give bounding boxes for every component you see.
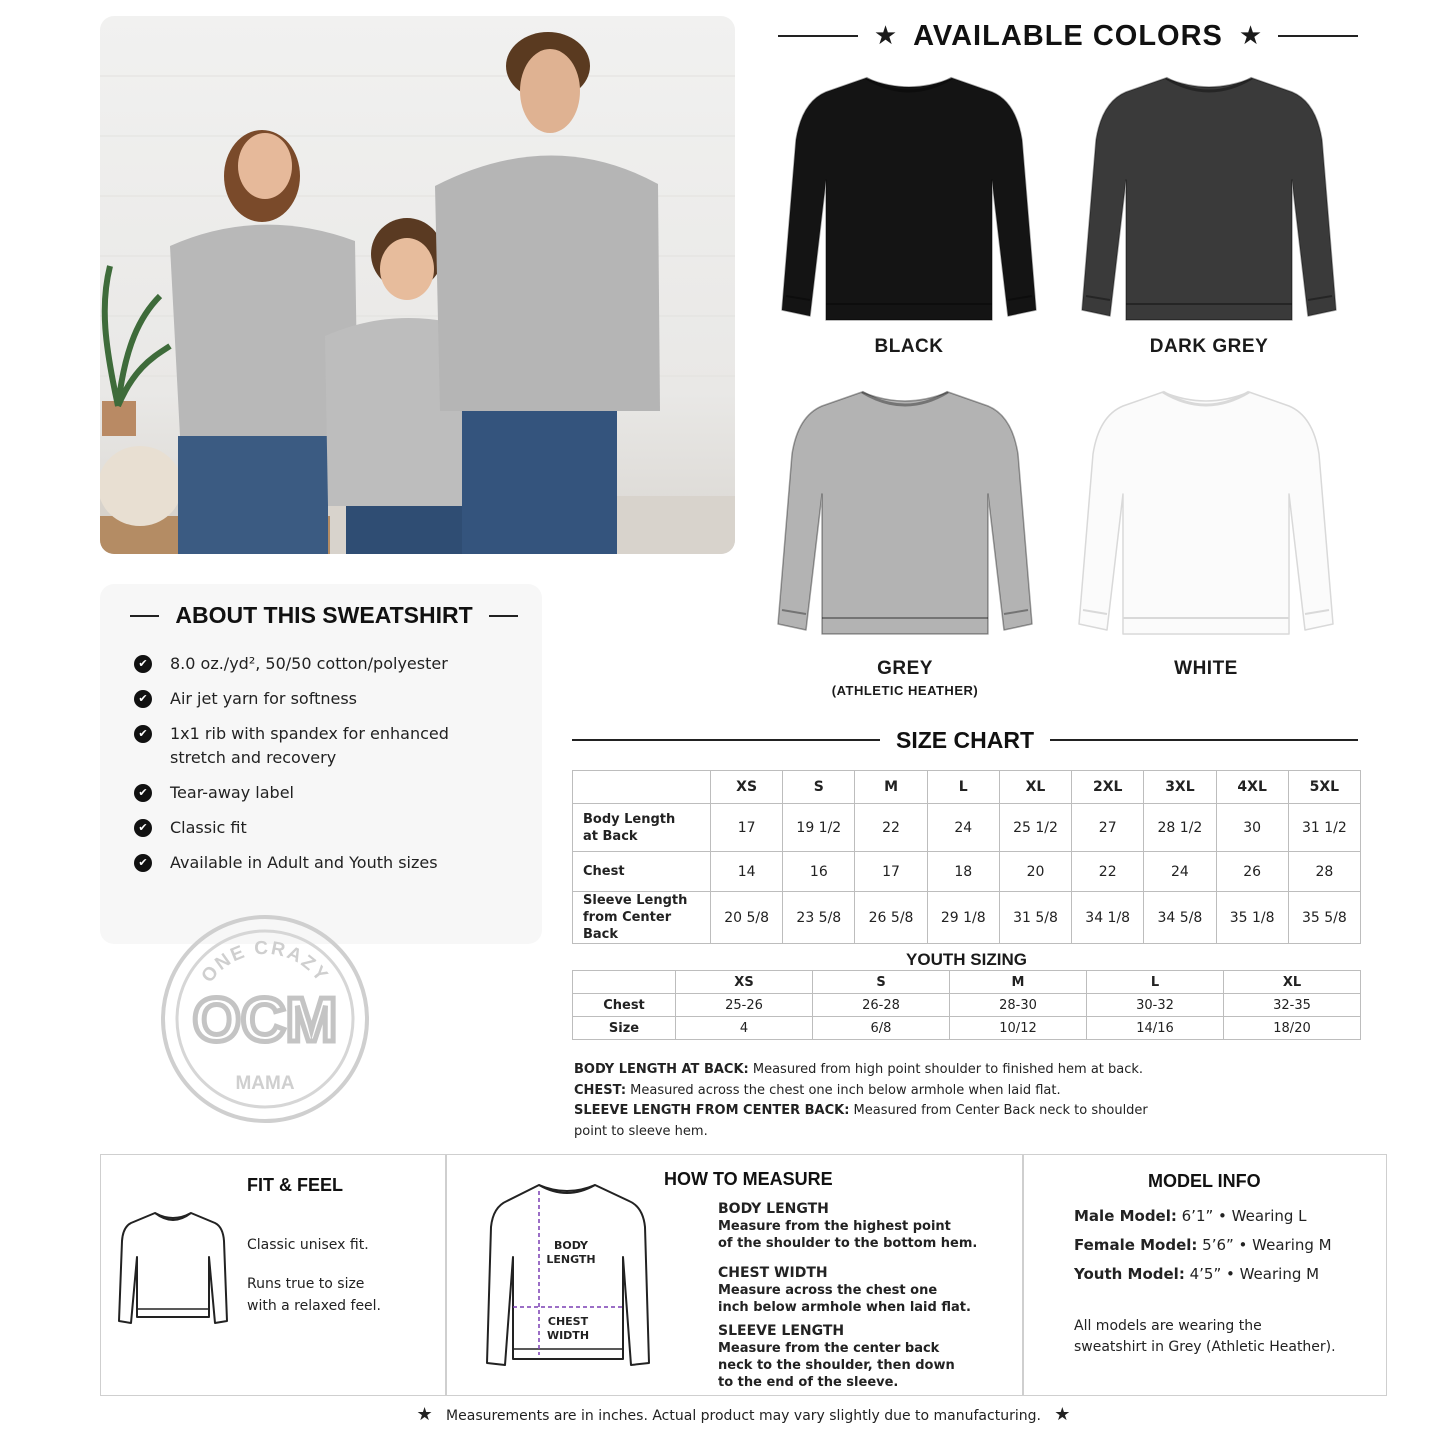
check-circle-icon: ✔ xyxy=(134,725,152,743)
check-circle-icon: ✔ xyxy=(134,854,152,872)
sweatshirt-outline-icon xyxy=(117,1207,229,1331)
about-sweatshirt-panel xyxy=(100,584,542,944)
table-cell: 34 1/8 xyxy=(1072,892,1144,944)
measure-step: CHEST WIDTH Measure across the chest one inch below armhole when laid flat. xyxy=(718,1265,971,1315)
size-col-header: 4XL xyxy=(1216,771,1288,804)
table-cell: 28 xyxy=(1288,852,1360,892)
family-photo-illustration xyxy=(100,16,735,554)
table-cell: 35 5/8 xyxy=(1288,892,1360,944)
measure-diagram-icon xyxy=(483,1179,653,1385)
color-swatch-dark-grey[interactable] xyxy=(1078,70,1340,358)
feature-text: 8.0 oz./yd², 50/50 cotton/polyester xyxy=(170,654,448,673)
logo-seal-icon xyxy=(160,914,370,1124)
header-rule-right xyxy=(1278,35,1358,37)
color-swatch-black[interactable] xyxy=(778,70,1040,358)
svg-text:OCM: OCM xyxy=(192,986,338,1055)
footer-text: Measurements are in inches. Actual product may vary slightly due to manufacturing. xyxy=(446,1408,1041,1424)
star-icon: ★ xyxy=(1238,21,1263,51)
table-row xyxy=(573,804,1361,852)
sweatshirt-black-icon xyxy=(778,70,1040,332)
color-name: WHITE xyxy=(1174,658,1238,679)
table-cell: 26-28 xyxy=(813,994,950,1017)
measure-step: SLEEVE LENGTH Measure from the center back neck to the shoulder, then down to the end of the sleeve. xyxy=(718,1323,955,1390)
how-to-measure-title: HOW TO MEASURE xyxy=(664,1169,833,1189)
table-cell: 35 1/8 xyxy=(1216,892,1288,944)
size-col-header: S xyxy=(813,971,950,994)
size-chart-table xyxy=(572,770,1361,944)
header-rule-left xyxy=(572,739,880,741)
corner-cell xyxy=(573,771,711,804)
row-label: Sleeve Length from Center Back xyxy=(573,892,711,944)
table-cell: 29 1/8 xyxy=(927,892,999,944)
footer-note xyxy=(100,1404,1387,1425)
youth-sizing-title: YOUTH SIZING xyxy=(906,950,1027,969)
color-swatch-grey[interactable] xyxy=(774,380,1036,698)
column-divider xyxy=(445,1155,447,1395)
size-col-header: L xyxy=(1087,971,1224,994)
star-icon: ★ xyxy=(1054,1404,1071,1425)
one-crazy-mama-logo xyxy=(160,914,370,1124)
table-cell: 23 5/8 xyxy=(783,892,855,944)
color-name: DARK GREY xyxy=(1149,336,1269,357)
table-row xyxy=(573,852,1361,892)
table-cell: 26 5/8 xyxy=(855,892,927,944)
table-cell: 24 xyxy=(927,804,999,852)
table-cell: 18 xyxy=(927,852,999,892)
table-cell: 6/8 xyxy=(813,1017,950,1040)
size-col-header: XS xyxy=(676,971,813,994)
feature-item xyxy=(134,781,514,805)
color-name: BLACK xyxy=(874,336,944,357)
note-line: BODY LENGTH AT BACK: Measured from high point shoulder to finished hem at back. xyxy=(574,1062,1144,1077)
size-col-header: 5XL xyxy=(1288,771,1360,804)
table-cell: 30 xyxy=(1216,804,1288,852)
table-row xyxy=(573,892,1361,944)
table-cell: 34 5/8 xyxy=(1144,892,1216,944)
note-line: CHEST: Measured across the chest one inch below armhole when laid flat. xyxy=(574,1082,1061,1098)
feature-text: Available in Adult and Youth sizes xyxy=(170,853,438,872)
size-col-header: 3XL xyxy=(1144,771,1216,804)
table-cell: 26 xyxy=(1216,852,1288,892)
feature-text: Classic fit xyxy=(170,818,247,837)
table-cell: 17 xyxy=(711,804,783,852)
table-cell: 28-30 xyxy=(950,994,1087,1017)
size-col-header: XS xyxy=(711,771,783,804)
model-note-2: sweatshirt in Grey (Athletic Heather). xyxy=(1074,1339,1336,1355)
table-row xyxy=(573,994,1361,1017)
table-cell: 4 xyxy=(676,1017,813,1040)
measure-step: BODY LENGTH Measure from the highest point of the shoulder to the bottom hem. xyxy=(718,1201,978,1251)
header-rule-right xyxy=(489,615,518,617)
header-rule-right xyxy=(1050,739,1358,741)
row-label: Chest xyxy=(573,994,676,1017)
model-row: Female Model: 5’6” • Wearing M xyxy=(1074,1236,1332,1254)
row-label: Size xyxy=(573,1017,676,1040)
size-col-header: 2XL xyxy=(1072,771,1144,804)
family-photo xyxy=(100,16,735,554)
youth-sizing-table xyxy=(572,970,1361,1040)
row-label: Chest xyxy=(573,852,711,892)
available-colors-title: AVAILABLE COLORS xyxy=(913,19,1223,52)
feature-item xyxy=(134,851,514,875)
feature-item xyxy=(134,722,514,770)
table-cell: 32-35 xyxy=(1224,994,1361,1017)
table-cell: 31 1/2 xyxy=(1288,804,1360,852)
youth-header-row xyxy=(573,971,1361,994)
model-row: Youth Model: 4’5” • Wearing M xyxy=(1074,1265,1320,1283)
table-cell: 19 1/2 xyxy=(783,804,855,852)
feature-text: Tear-away label xyxy=(170,783,294,802)
about-header xyxy=(130,602,518,629)
table-cell: 16 xyxy=(783,852,855,892)
size-col-header: S xyxy=(783,771,855,804)
info-panel xyxy=(100,1154,1387,1396)
diagram-body-label: BODY LENGTH xyxy=(546,1239,596,1266)
fit-text-3: with a relaxed feel. xyxy=(247,1298,382,1314)
sweatshirt-dark-grey-icon xyxy=(1078,70,1340,332)
size-header-row xyxy=(573,771,1361,804)
size-col-header: L xyxy=(927,771,999,804)
table-cell: 25-26 xyxy=(676,994,813,1017)
table-cell: 27 xyxy=(1072,804,1144,852)
star-icon: ★ xyxy=(416,1404,433,1425)
table-cell: 14 xyxy=(711,852,783,892)
feature-list xyxy=(134,652,514,886)
svg-text:MAMA: MAMA xyxy=(235,1073,295,1094)
sweatshirt-white-icon xyxy=(1075,380,1337,650)
table-row xyxy=(573,1017,1361,1040)
table-cell: 24 xyxy=(1144,852,1216,892)
table-cell: 31 5/8 xyxy=(999,892,1071,944)
size-col-header: M xyxy=(855,771,927,804)
table-cell: 22 xyxy=(1072,852,1144,892)
column-divider xyxy=(1022,1155,1024,1395)
diagram-chest-label: CHEST WIDTH xyxy=(546,1315,590,1342)
model-note-1: All models are wearing the xyxy=(1074,1318,1262,1334)
feature-text: 1x1 rib with spandex for enhanced stretch and recovery xyxy=(170,724,449,767)
feature-text: Air jet yarn for softness xyxy=(170,689,357,708)
check-circle-icon: ✔ xyxy=(134,655,152,673)
fit-text-1: Classic unisex fit. xyxy=(247,1237,369,1253)
color-name: GREY xyxy=(877,658,933,679)
table-cell: 25 1/2 xyxy=(999,804,1071,852)
table-cell: 22 xyxy=(855,804,927,852)
table-cell: 28 1/2 xyxy=(1144,804,1216,852)
about-title: ABOUT THIS SWEATSHIRT xyxy=(175,602,473,628)
model-info-title: MODEL INFO xyxy=(1148,1171,1261,1191)
color-swatch-white[interactable] xyxy=(1075,380,1337,680)
table-cell: 20 5/8 xyxy=(711,892,783,944)
size-col-header: XL xyxy=(1224,971,1361,994)
star-icon: ★ xyxy=(873,21,898,51)
row-label: Body Length at Back xyxy=(573,804,711,852)
model-row: Male Model: 6’1” • Wearing L xyxy=(1074,1207,1307,1225)
size-col-header: XL xyxy=(999,771,1071,804)
header-rule-left xyxy=(130,615,159,617)
feature-item xyxy=(134,687,514,711)
available-colors-header xyxy=(778,16,1358,56)
table-cell: 10/12 xyxy=(950,1017,1087,1040)
measurement-notes xyxy=(574,1060,1174,1142)
feature-item xyxy=(134,652,514,676)
table-cell: 20 xyxy=(999,852,1071,892)
table-cell: 30-32 xyxy=(1087,994,1224,1017)
table-cell: 18/20 xyxy=(1224,1017,1361,1040)
header-rule-left xyxy=(778,35,858,37)
size-chart-title: SIZE CHART xyxy=(896,726,1034,753)
color-subname: (ATHLETIC HEATHER) xyxy=(831,683,979,698)
table-cell: 17 xyxy=(855,852,927,892)
svg-text:ONE CRAZY: ONE CRAZY xyxy=(197,937,333,987)
corner-cell xyxy=(573,971,676,994)
table-cell: 14/16 xyxy=(1087,1017,1224,1040)
note-line: SLEEVE LENGTH FROM CENTER BACK: Measured from Center Back neck to shoulder point to sleeve hem. xyxy=(574,1103,1148,1139)
fit-feel-title: FIT & FEEL xyxy=(247,1175,343,1195)
size-chart-header xyxy=(572,724,1358,756)
feature-item xyxy=(134,816,514,840)
check-circle-icon: ✔ xyxy=(134,690,152,708)
sweatshirt-grey-icon xyxy=(774,380,1036,650)
size-col-header: M xyxy=(950,971,1087,994)
fit-text-2: Runs true to size xyxy=(247,1276,365,1292)
check-circle-icon: ✔ xyxy=(134,819,152,837)
check-circle-icon: ✔ xyxy=(134,784,152,802)
